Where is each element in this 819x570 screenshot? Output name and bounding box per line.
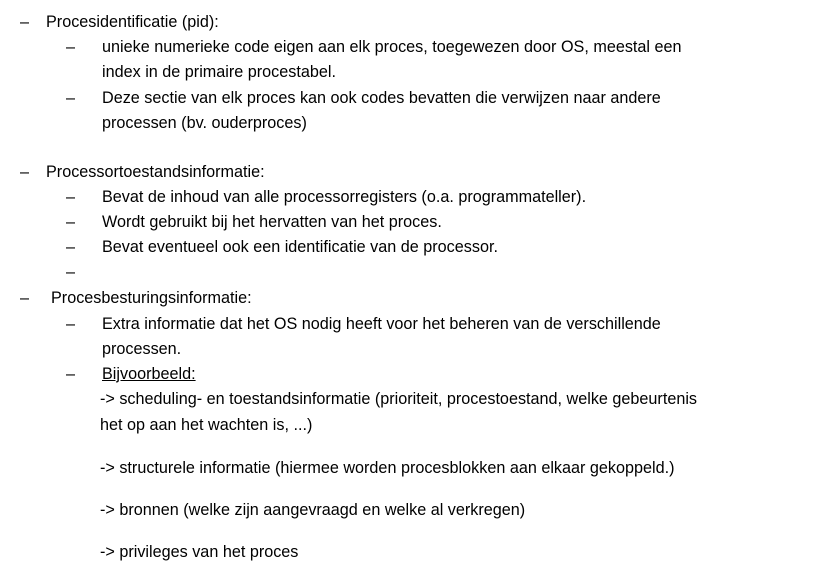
detail-text-line: -> privileges van het proces: [100, 543, 299, 561]
item-text-line: processen (bv. ouderproces): [102, 114, 307, 132]
item-text-line: unieke numerieke code eigen aan elk proces, toegewezen door OS, meestal een: [102, 38, 682, 56]
bullet-dash: –: [20, 289, 30, 307]
bullet-dash: –: [20, 13, 30, 31]
item-text-line: Extra informatie dat het OS nodig heeft voor het beheren van de verschillende: [102, 315, 661, 333]
bullet-dash: –: [66, 188, 76, 206]
bullet-dash: –: [66, 38, 76, 56]
item-text-line: index in de primaire procestabel.: [102, 63, 336, 81]
detail-text-line: -> structurele informatie (hiermee worden procesblokken aan elkaar gekoppeld.): [100, 459, 675, 477]
item-text-line: Deze sectie van elk proces kan ook codes bevatten die verwijzen naar andere: [102, 89, 661, 107]
item-text-line: Wordt gebruikt bij het hervatten van het proces.: [102, 213, 442, 231]
bullet-dash: –: [66, 315, 76, 333]
bullet-dash: –: [66, 238, 76, 256]
bullet-dash: –: [66, 213, 76, 231]
item-text-line: Bevat de inhoud van alle processorregisters (o.a. programmateller).: [102, 188, 587, 206]
section-heading: Procesidentificatie (pid):: [46, 13, 219, 31]
bullet-dash: –: [66, 365, 76, 383]
detail-text-line: -> bronnen (welke zijn aangevraagd en welke al verkregen): [100, 501, 526, 519]
bullet-dash: –: [66, 89, 76, 107]
bullet-dash: –: [66, 263, 76, 281]
detail-text-line: het op aan het wachten is, ...): [100, 416, 313, 434]
detail-text-line: -> scheduling- en toestandsinformatie (prioriteit, procestoestand, welke gebeurtenis: [100, 390, 698, 408]
section-heading: Procesbesturingsinformatie:: [51, 289, 252, 307]
example-heading: Bijvoorbeeld:: [102, 365, 196, 383]
item-text-line: processen.: [102, 340, 182, 358]
item-text-line: Bevat eventueel ook een identificatie van de processor.: [102, 238, 498, 256]
section-heading: Processortoestandsinformatie:: [46, 163, 265, 181]
bullet-dash: –: [20, 163, 30, 181]
